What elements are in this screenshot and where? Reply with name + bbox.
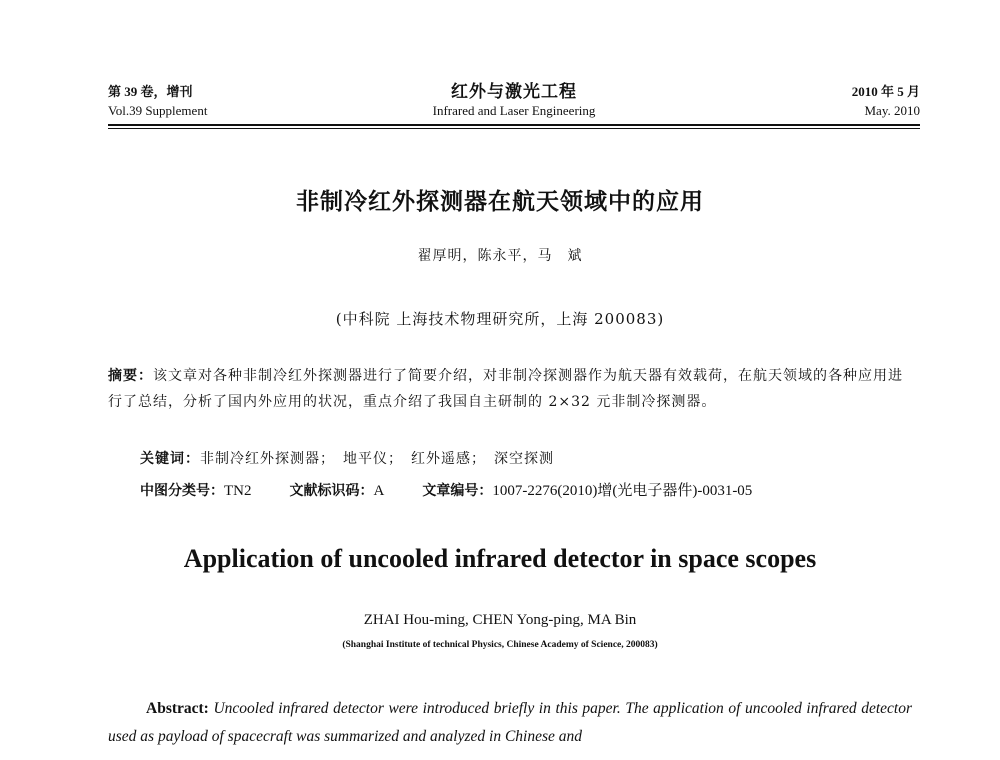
issue-date-cn: 2010 年 5 月 (851, 84, 920, 99)
keywords-cn-text: 非制冷红外探测器； 地平仪； 红外遥感； 深空探测 (200, 451, 554, 467)
clc-label: 中图分类号： (140, 483, 224, 499)
article-number-value: 1007-2276(2010)增(光电子器件)-0031-05 (492, 483, 753, 499)
journal-name-cn: 红外与激光工程 (451, 82, 577, 101)
paper-title-cn: 非制冷红外探测器在航天领域中的应用 (296, 189, 704, 215)
volume-cn: 第 39 卷，增刊 (108, 84, 193, 99)
issue-date (852, 82, 920, 120)
clc-value: TN2 (224, 483, 252, 499)
abstract-cn-label: 摘要： (108, 368, 153, 384)
journal-name (108, 82, 920, 120)
abstract-en (108, 695, 912, 751)
keywords-cn (140, 448, 554, 468)
article-number-label: 文章编号： (422, 483, 493, 499)
classification-line (140, 479, 752, 500)
abstract-cn-text: 该文章对各种非制冷红外探测器进行了简要介绍，对非制冷探测器作为航天器有效载荷，在航天领域的各种应用进行了总结，分析了国内外应用的状况，重点介绍了我国自主研制的 2×32 元非制冷探测器。 (108, 368, 903, 410)
issue-date-en: May. 2010 (864, 103, 920, 118)
abstract-en-label: Abstract: (146, 700, 209, 717)
affiliation-en: (Shanghai Institute of technical Physics, Chinese Academy of Science, 200083) (342, 640, 658, 650)
paper-title-en: Application of uncooled infrared detector in space scopes (183, 544, 817, 573)
journal-name-en: Infrared and Laser Engineering (432, 103, 596, 118)
doc-code-value: A (373, 483, 385, 499)
keywords-cn-label: 关键词： (140, 451, 200, 467)
affiliation-cn: (中科院 上海技术物理研究所，上海 200083) (335, 310, 665, 328)
header-rule-thick (108, 124, 920, 126)
authors-cn: 翟厚明，陈永平，马 斌 (417, 248, 583, 264)
abstract-cn (108, 363, 908, 415)
volume-en: Vol.39 Supplement (108, 103, 208, 118)
abstract-en-text: Uncooled infrared detector were introduced briefly in this paper. The application of uncooled infrared detector used as payload of spacecraft was summarized and analyzed in Chinese and (108, 700, 912, 745)
header-rule-thin (108, 128, 920, 129)
authors-en: ZHAI Hou-ming, CHEN Yong-ping, MA Bin (363, 612, 637, 628)
journal-header (108, 82, 920, 122)
doc-code-label: 文献标识码： (289, 483, 374, 499)
